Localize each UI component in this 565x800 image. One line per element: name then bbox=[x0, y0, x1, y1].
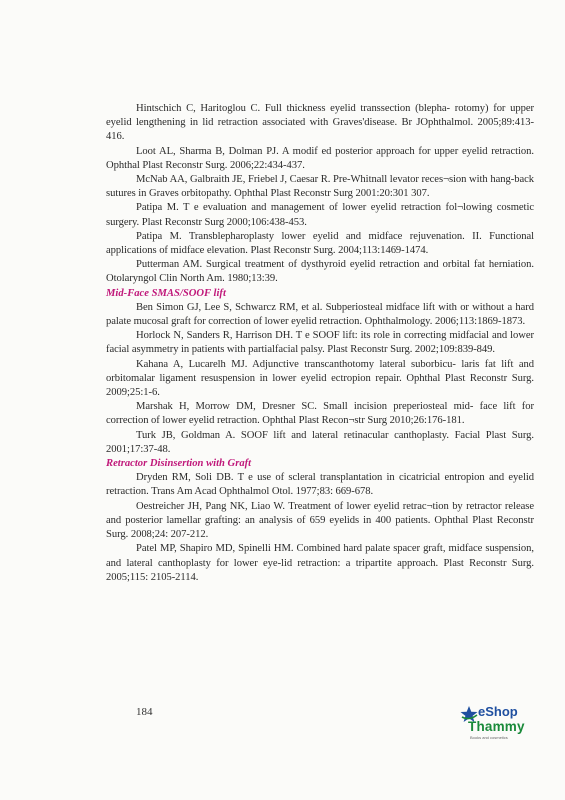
reference-list bbox=[106, 102, 534, 585]
logo-tagline: Books and cosmetics bbox=[470, 735, 508, 740]
reference-entry: Ben Simon GJ, Lee S, Schwarcz RM, et al. Subperiosteal midface lift with or without a hard palate mucosal graft for correction of lower eyelid retraction. Ophthalmology. 2006;113:1869-1873. bbox=[106, 301, 534, 328]
reference-entry: Oestreicher JH, Pang NK, Liao W. Treatment of lower eyelid retrac¬tion by retractor release and posterior lamellar grafting: an analysis of 659 eyelids in 400 patients. Ophthal Plast Reconstr Surg. 2008;24: 207-212. bbox=[106, 500, 534, 541]
reference-entry: Patel MP, Shapiro MD, Spinelli HM. Combined hard palate spacer graft, midface suspension, and lateral canthoplasty for lower eye-lid retraction: a tripartite approach. Plast Reconstr Surg. 2005;115: 2105-2114. bbox=[106, 543, 534, 583]
reference-entry: McNab AA, Galbraith JE, Friebel J, Caesar R. Pre-Whitnall levator reces¬sion with hang-back sutures in Graves orbitopathy. Ophthal Plast Reconstr Surg 2001:20:301 307. bbox=[106, 174, 534, 200]
reference-entry: Horlock N, Sanders R, Harrison DH. T e SOOF lift: its role in correcting midfacial and lower facial asymmetry in patients with partialfacial palsy. Plast Reconstr Surg. 2002;109:839-849. bbox=[106, 330, 534, 356]
section-heading-retractor: Retractor Disinsertion with Graft bbox=[106, 458, 252, 470]
logo-thammy-text: Thammy bbox=[468, 719, 525, 734]
logo-eshop-text: eShop bbox=[478, 704, 518, 719]
reference-entry: Hintschich C, Haritoglou C. Full thickness eyelid transsection (blepha- rotomy) for upper eyelid lengthening in lid retraction associated with Graves'disease. Br JOphthalmol. 2005;89:413-416. bbox=[106, 103, 534, 143]
reference-entry: Putterman AM. Surgical treatment of dysthyroid eyelid retraction and orbital fat herniation. Otolaryngol Clin North Am. 1980;13:39. bbox=[106, 259, 534, 285]
section-heading-midface: Mid-Face SMAS/SOOF lift bbox=[106, 287, 226, 299]
page-number: 184 bbox=[136, 706, 153, 718]
reference-entry: Marshak H, Morrow DM, Dresner SC. Small incision preperiosteal mid- face lift for correction of lower eyelid retraction. Ophthal Plast Recon¬str Surg 2010;26:176-181. bbox=[106, 401, 534, 427]
reference-entry: Patipa M. Transblepharoplasty lower eyelid and midface rejuvenation. II. Functional applications of midface elevation. Plast Reconstr Surg. 2004;113:1469-1474. bbox=[106, 230, 534, 257]
reference-entry: Dryden RM, Soli DB. T e use of scleral transplantation in cicatricial entropion and eyelid retraction. Trans Am Acad Ophthalmol Otol. 1977;83: 669-678. bbox=[106, 472, 534, 498]
reference-entry: Turk JB, Goldman A. SOOF lift and lateral retinacular canthoplasty. Facial Plast Surg. 2001;17:37-48. bbox=[106, 429, 534, 455]
reference-entry: Patipa M. T e evaluation and management of lower eyelid retraction fol¬lowing cosmetic surgery. Plast Reconstr Surg 2000;106:438-453. bbox=[106, 202, 534, 228]
reference-entry: Kahana A, Lucarelh MJ. Adjunctive transcanthotomy lateral suborbicu- laris fat lift and orbitomalar ligament resuspension in lower eyelid ectropion repair. Ophthal Plast Reconstr Surg. 2009;25:1-6. bbox=[106, 358, 534, 399]
reference-entry: Loot AL, Sharma B, Dolman PJ. A modif ed posterior approach for upper eyelid retraction. Ophthal Plast Reconstr Surg. 2006;22:434-437. bbox=[106, 145, 534, 171]
eshop-thammy-logo bbox=[460, 704, 540, 744]
